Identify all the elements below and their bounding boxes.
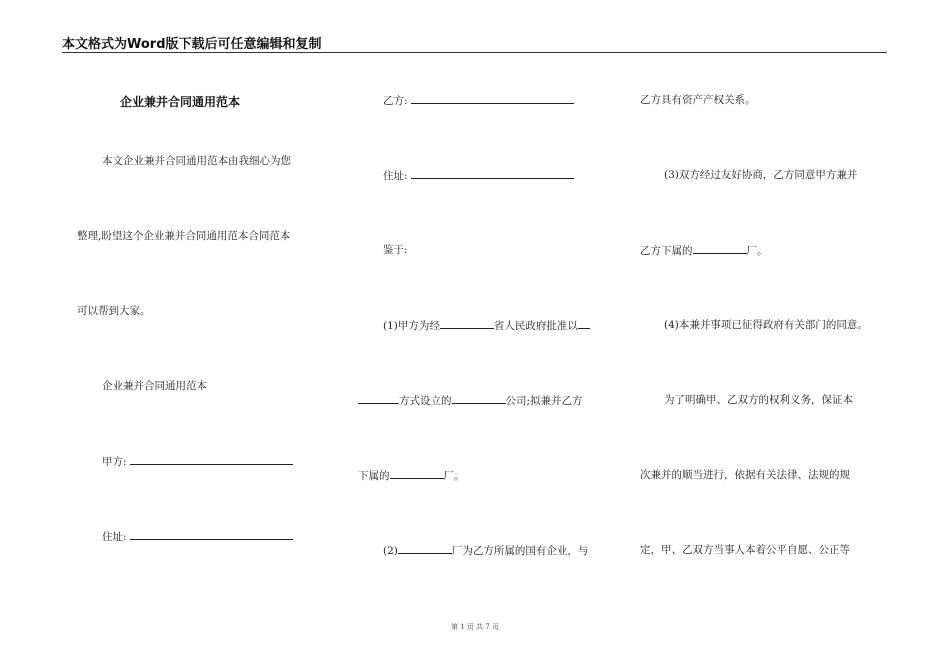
party-b-blank (411, 93, 574, 104)
purpose-line-3: 定，甲、乙双方当事人本着公平自愿、公正等 (640, 544, 850, 556)
party-b-label: 乙方: (383, 95, 408, 107)
company-blank (452, 393, 506, 404)
clause-1c-suffix: 厂。 (443, 470, 465, 482)
clause-1b-suffix: 公司;拟兼并乙方 (505, 395, 583, 407)
clause-3-line: (3)双方经过友好协商，乙方同意甲方兼并 (664, 169, 858, 181)
document-header-title: 本文格式为Word版下载后可任意编辑和复制 (62, 37, 322, 52)
col3-line-1: 乙方具有资产产权关系。 (640, 94, 756, 106)
clause-2-prefix: (2) (383, 545, 398, 557)
page-footer: 第 1 页 共 7 页 (450, 623, 500, 631)
province-blank (440, 318, 494, 329)
factory-blank-1 (390, 468, 444, 479)
intro-line-2: 整理,盼望这个企业兼并合同通用范本合同范本 (77, 230, 291, 242)
method-blank-end (358, 393, 399, 404)
party-a-line (102, 454, 293, 469)
clause-1-prefix: (1)甲方为经 (383, 320, 440, 332)
clause-4-line: (4)本兼并事项已征得政府有关部门的同意。 (664, 319, 868, 331)
document-title: 企业兼并合同通用范本 (120, 95, 241, 109)
intro-line-3: 可以帮到大家。 (77, 305, 151, 317)
factory-blank-2 (398, 543, 452, 554)
party-b-address-blank (411, 168, 574, 179)
party-b-address-line (383, 168, 574, 183)
party-b-line (383, 93, 574, 108)
clause-3-prefix: 乙方下属的 (640, 245, 693, 257)
intro-line-1: 本文企业兼并合同通用范本由我细心为您 (102, 155, 291, 167)
party-a-address-blank (130, 529, 293, 540)
clause-3-suffix: 厂。 (746, 245, 768, 257)
purpose-line-2: 次兼并的顺当进行，依据有关法律、法规的规 (640, 469, 850, 481)
party-a-address-line (102, 529, 293, 544)
factory-blank-3 (693, 243, 747, 254)
clause-2-line-1 (383, 543, 588, 558)
clause-1-suffix: 省人民政府批准以 (493, 320, 578, 332)
clause-1-line-3 (358, 468, 465, 483)
party-a-blank (130, 454, 293, 465)
clause-1c-prefix: 下属的 (358, 470, 390, 482)
party-a-address-label: 住址: (102, 531, 127, 543)
contract-subtitle: 企业兼并合同通用范本 (102, 380, 207, 392)
party-a-label: 甲方: (102, 456, 127, 468)
header-divider (62, 52, 887, 53)
clause-3-line-2 (640, 243, 768, 258)
clause-1-line-1 (383, 318, 590, 333)
party-b-address-label: 住址: (383, 170, 408, 182)
clause-2-suffix: 厂为乙方所属的国有企业，与 (451, 545, 589, 557)
clause-1b-mid: 方式设立的 (399, 395, 452, 407)
clause-1-line-2 (358, 393, 583, 408)
purpose-line-1: 为了明确甲、乙双方的权利义务，保证本 (664, 394, 853, 406)
whereas-heading: 鉴于: (383, 244, 408, 256)
method-blank-start (578, 318, 590, 329)
